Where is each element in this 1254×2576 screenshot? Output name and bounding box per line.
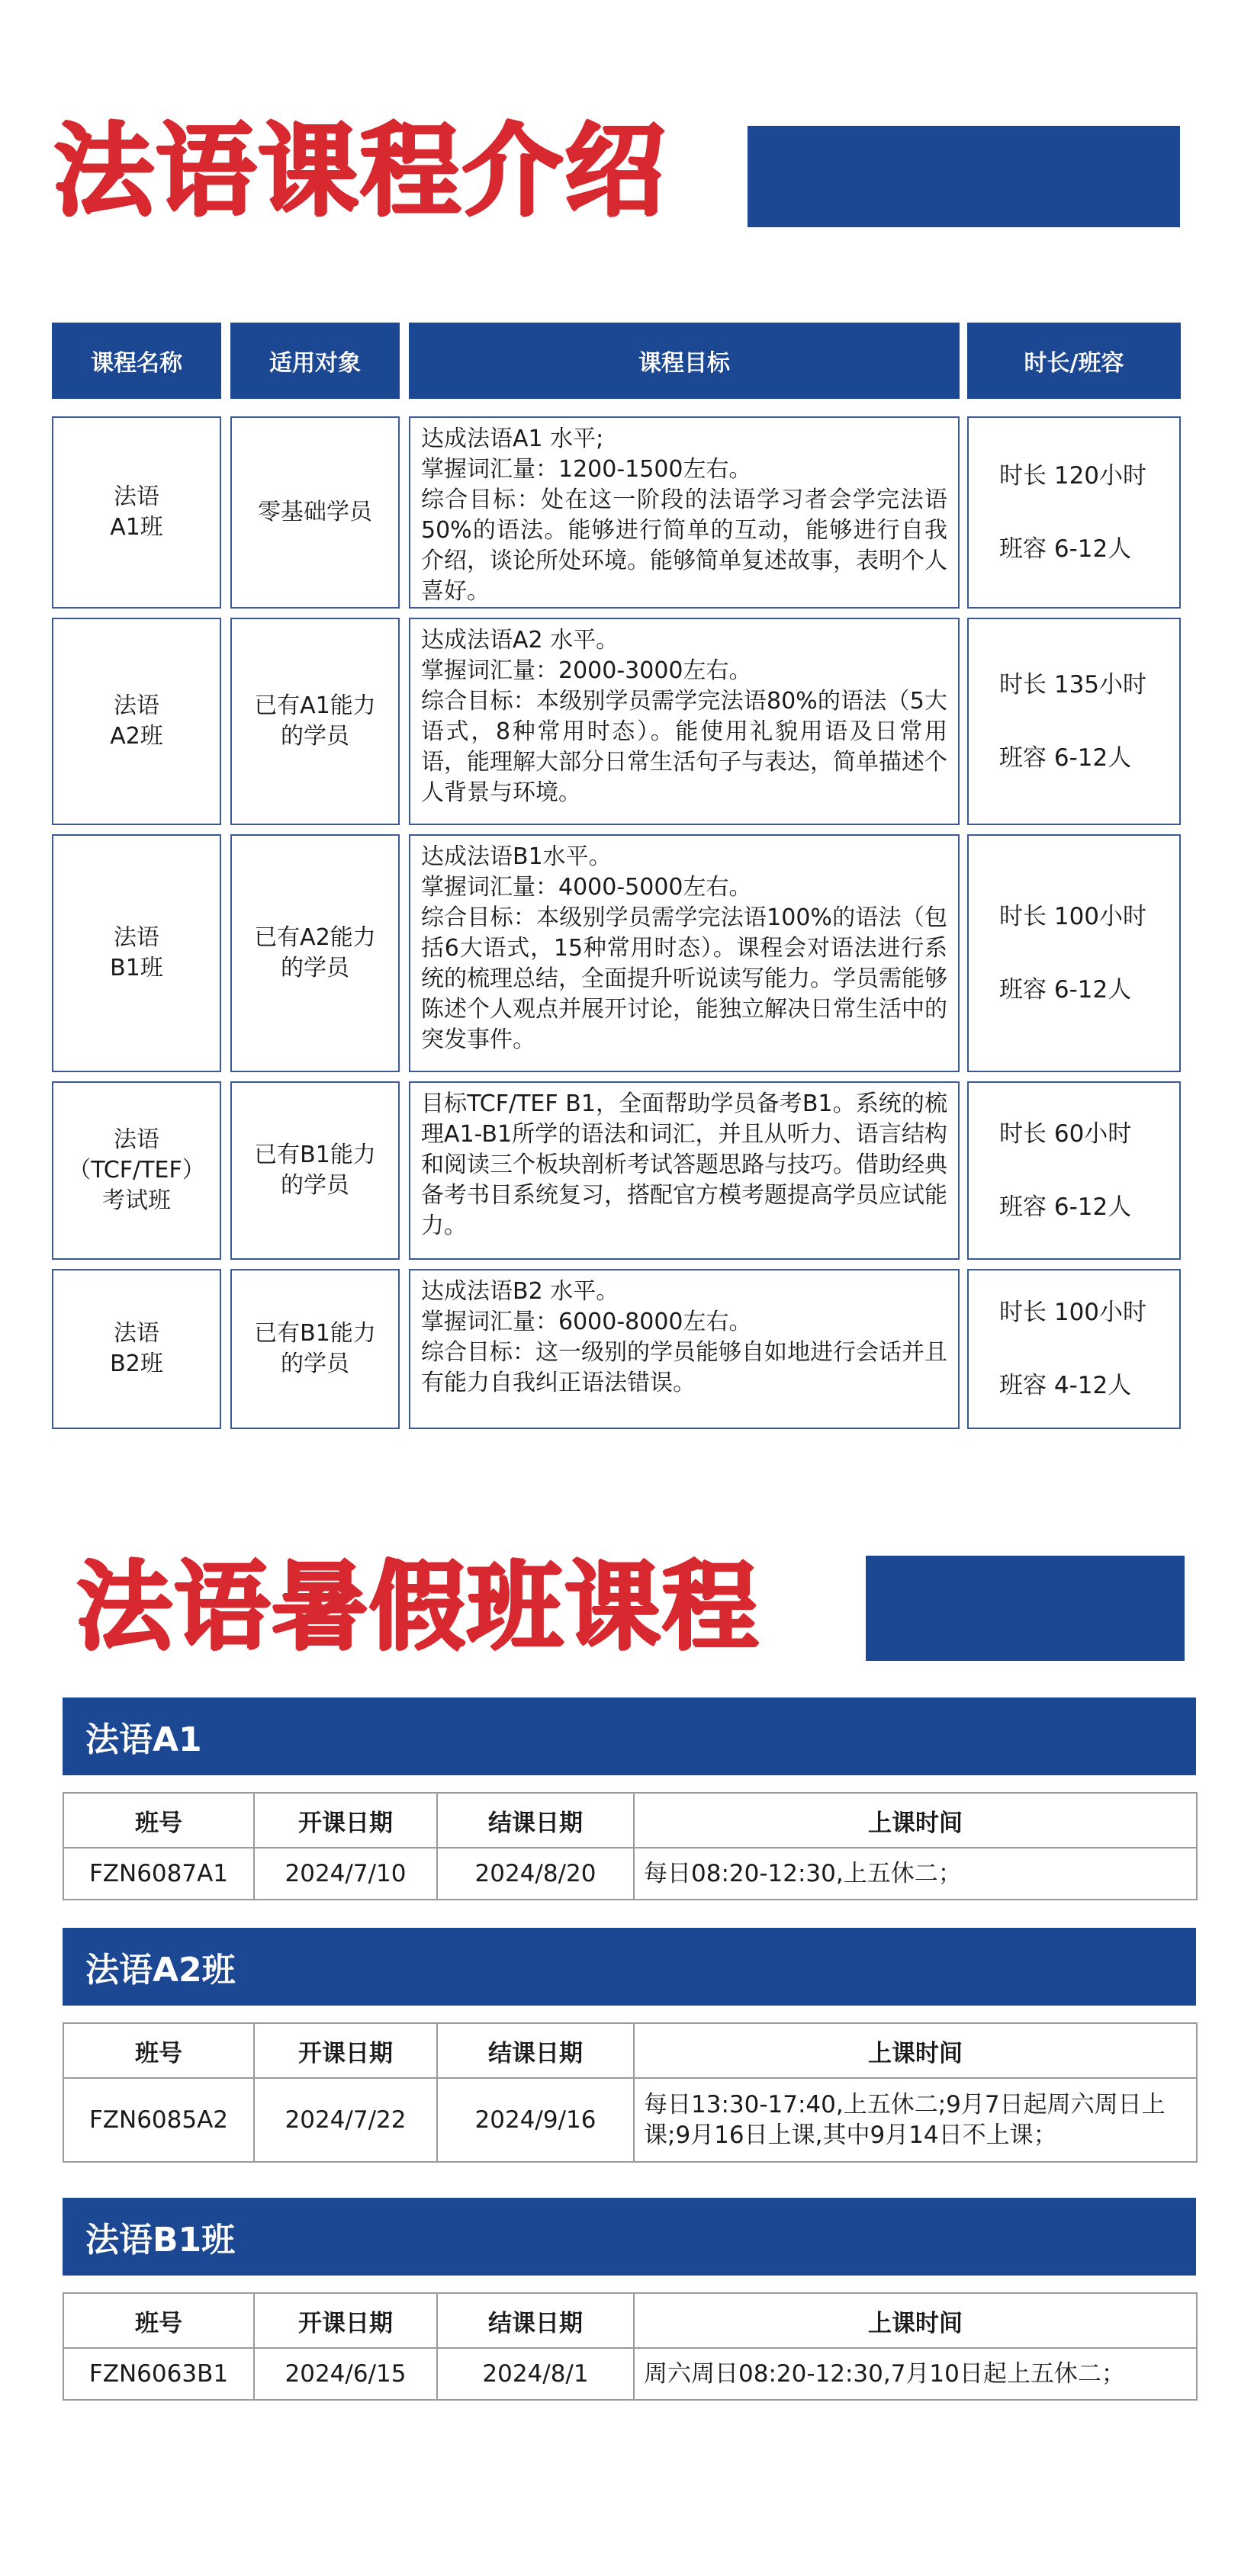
- course-row-tcf-goals: [409, 1081, 960, 1260]
- header-duration-capacity: 时长/班容: [967, 323, 1181, 399]
- course-row-a1-duration: [967, 416, 1181, 609]
- end-date: 2024/9/16: [437, 2078, 634, 2162]
- course-name-line: A1班: [110, 514, 163, 541]
- audience-line: 已有B1能力: [254, 1142, 376, 1168]
- capacity-text: 班容 6-12人: [999, 744, 1132, 772]
- column-header-class-time: 上课时间: [634, 2293, 1197, 2348]
- goal-line: 掌握词汇量：2000-3000左右。: [421, 657, 752, 684]
- audience-line: 的学员: [281, 955, 349, 981]
- course-name-line: 法语: [114, 1320, 159, 1347]
- end-date: 2024/8/1: [437, 2348, 634, 2400]
- course-name-line: 法语: [114, 483, 159, 510]
- audience-line: 零基础学员: [258, 499, 372, 525]
- course-row-b2-name: [52, 1269, 221, 1429]
- course-row-b1-name: [52, 834, 221, 1072]
- course-name-line: B1班: [110, 955, 163, 981]
- class-no: FZN6085A2: [63, 2078, 254, 2162]
- duration-text: 时长 120小时: [999, 462, 1147, 490]
- header-goals: 课程目标: [409, 323, 960, 399]
- title-accent-bar: [748, 126, 1180, 227]
- goal-line: 掌握词汇量：4000-5000左右。: [421, 874, 752, 901]
- course-name-line: A2班: [110, 723, 163, 750]
- end-date: 2024/8/20: [437, 1848, 634, 1900]
- schedule-table: [63, 2022, 1198, 2163]
- class-time: 每日13:30-17:40,上五休二;9月7日起周六周日上课;9月16日上课,其中9月14日不上课；: [634, 2078, 1197, 2162]
- course-row-tcf-name: [52, 1081, 221, 1260]
- goal-line: 掌握词汇量：1200-1500左右。: [421, 456, 752, 483]
- start-date: 2024/7/22: [254, 2078, 437, 2162]
- course-name-line: B2班: [110, 1351, 163, 1377]
- class-no: FZN6063B1: [63, 2348, 254, 2400]
- course-row-b2-duration: [967, 1269, 1181, 1429]
- course-row-b2-goals: [409, 1269, 960, 1429]
- audience-line: 的学员: [281, 723, 349, 750]
- column-header-start-date: 开课日期: [254, 1793, 437, 1848]
- course-row-a2-name: [52, 618, 221, 825]
- header-course-name: 课程名称: [52, 323, 221, 399]
- goal-line: 综合目标：处在这一阶段的法语学习者会学完法语50%的语法。能够进行简单的互动，能够进行自我介绍，谈论所处环境。能够简单复述故事，表明个人喜好。: [421, 487, 947, 605]
- course-intro-title: 法语课程介绍: [53, 113, 667, 230]
- course-row-a1-name: [52, 416, 221, 609]
- class-time: 每日08:20-12:30,上五休二；: [634, 1848, 1197, 1900]
- course-row-b1-goals: [409, 834, 960, 1072]
- course-name-line: 考试班: [102, 1187, 171, 1214]
- duration-text: 时长 135小时: [999, 671, 1147, 699]
- header-audience: 适用对象: [230, 323, 400, 399]
- course-row-a2-duration: [967, 618, 1181, 825]
- course-name-line: 法语: [114, 692, 159, 719]
- goal-line: 达成法语A2 水平。: [421, 627, 619, 654]
- schedule-table: [63, 1792, 1198, 1900]
- column-header-class-no: 班号: [63, 2293, 254, 2348]
- column-header-class-no: 班号: [63, 1793, 254, 1848]
- course-row-tcf-duration: [967, 1081, 1181, 1260]
- capacity-text: 班容 6-12人: [999, 976, 1132, 1004]
- capacity-text: 班容 6-12人: [999, 535, 1132, 563]
- course-row-a1-goals: [409, 416, 960, 609]
- schedule-table: [63, 2292, 1198, 2401]
- course-row-a2-audience: [230, 618, 400, 825]
- column-header-class-no: 班号: [63, 2023, 254, 2078]
- course-name-line: （TCF/TEF）: [68, 1157, 205, 1184]
- column-header-class-time: 上课时间: [634, 1793, 1197, 1848]
- goal-line: 目标TCF/TEF B1，全面帮助学员备考B1。系统的梳理A1-B1所学的语法和词汇，并且从听力、语言结构和阅读三个板块剖析考试答题思路与技巧。借助经典备考书目系统复习，搭配官方模考题提高学员应试能力。: [421, 1090, 947, 1239]
- class-section-header: 法语B1班: [63, 2198, 1196, 2276]
- table-row: [63, 2078, 1197, 2162]
- column-header-end-date: 结课日期: [437, 2023, 634, 2078]
- class-time: 周六周日08:20-12:30,7月10日起上五休二；: [634, 2348, 1197, 2400]
- column-header-end-date: 结课日期: [437, 2293, 634, 2348]
- course-row-b2-audience: [230, 1269, 400, 1429]
- audience-line: 已有A2能力: [254, 924, 376, 951]
- duration-text: 时长 60小时: [999, 1120, 1132, 1148]
- course-name-line: 法语: [114, 924, 159, 951]
- class-no: FZN6087A1: [63, 1848, 254, 1900]
- column-header-end-date: 结课日期: [437, 1793, 634, 1848]
- course-row-tcf-audience: [230, 1081, 400, 1260]
- column-header-class-time: 上课时间: [634, 2023, 1197, 2078]
- start-date: 2024/7/10: [254, 1848, 437, 1900]
- course-row-a2-goals: [409, 618, 960, 825]
- start-date: 2024/6/15: [254, 2348, 437, 2400]
- goal-line: 达成法语B2 水平。: [421, 1278, 619, 1305]
- duration-text: 时长 100小时: [999, 903, 1147, 930]
- audience-line: 已有A1能力: [254, 692, 376, 719]
- audience-line: 的学员: [281, 1351, 349, 1377]
- capacity-text: 班容 6-12人: [999, 1193, 1132, 1221]
- audience-line: 已有B1能力: [254, 1320, 376, 1347]
- summer-course-title: 法语暑假班课程: [76, 1551, 760, 1663]
- goal-line: 达成法语A1 水平;: [421, 426, 604, 452]
- column-header-start-date: 开课日期: [254, 2293, 437, 2348]
- audience-line: 的学员: [281, 1172, 349, 1199]
- goal-line: 达成法语B1水平。: [421, 843, 612, 870]
- column-header-start-date: 开课日期: [254, 2023, 437, 2078]
- goal-line: 综合目标：这一级别的学员能够自如地进行会话并且有能力自我纠正语法错误。: [421, 1339, 947, 1396]
- course-row-b1-audience: [230, 834, 400, 1072]
- capacity-text: 班容 4-12人: [999, 1372, 1132, 1399]
- goal-line: 综合目标：本级别学员需学完法语100%的语法（包括6大语式，15种常用时态）。课程会对语法进行系统的梳理总结，全面提升听说读写能力。学员需能够陈述个人观点并展开讨论，能独立解决日常生活中的突发事件。: [421, 904, 947, 1053]
- table-row: [63, 2348, 1197, 2400]
- table-row: [63, 1848, 1197, 1900]
- course-name-line: 法语: [114, 1126, 159, 1153]
- goal-line: 掌握词汇量：6000-8000左右。: [421, 1309, 752, 1335]
- class-section-header: 法语A2班: [63, 1928, 1196, 2006]
- course-row-a1-audience: [230, 416, 400, 609]
- goal-line: 综合目标：本级别学员需学完法语80%的语法（5大语式，8种常用时态）。能使用礼貌用语及日常用语，能理解大部分日常生活句子与表达，简单描述个人背景与环境。: [421, 688, 947, 806]
- title-accent-bar: [866, 1556, 1185, 1661]
- class-section-header: 法语A1: [63, 1698, 1196, 1775]
- duration-text: 时长 100小时: [999, 1299, 1147, 1326]
- course-row-b1-duration: [967, 834, 1181, 1072]
